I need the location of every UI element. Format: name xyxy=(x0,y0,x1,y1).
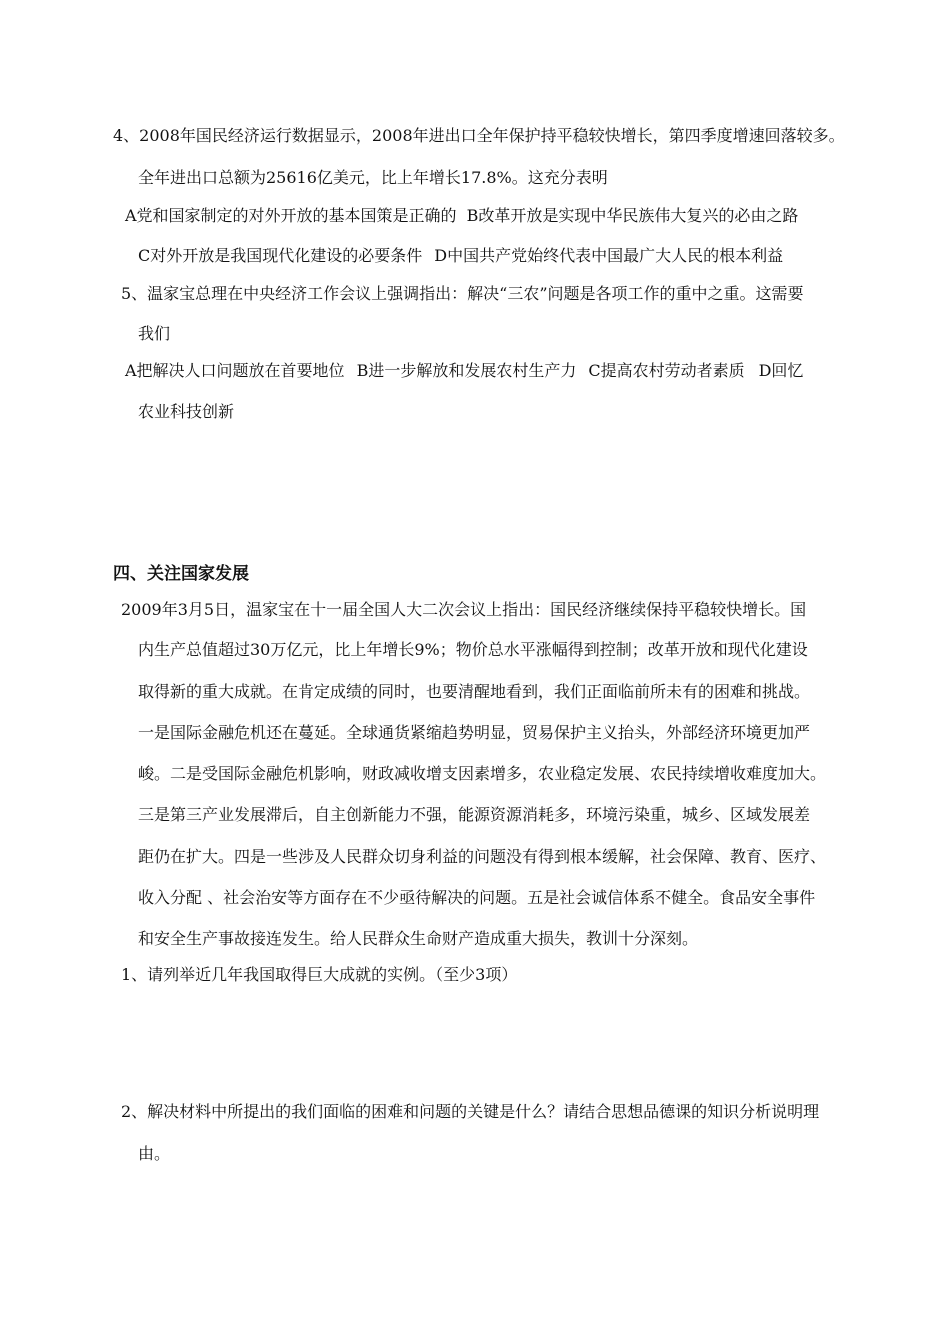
q4-option-b: B改革开放是实现中华民族伟大复兴的必由之路 xyxy=(466,206,799,225)
paragraph-line-9: 和安全生产事故接连发生。给人民群众生命财产造成重大损失，教训十分深刻。 xyxy=(138,929,699,948)
paragraph-line-4: 一是国际金融危机还在蔓延。全球通货紧缩趋势明显，贸易保护主义抬头，外部经济环境更加严 xyxy=(138,723,811,742)
q5-stem-line2: 我们 xyxy=(138,324,171,343)
q5-option-d: D回忆 xyxy=(758,361,804,380)
question-2-line1: 2、解决材料中所提出的我们面临的困难和问题的关键是什么？请结合思想品德课的知识分析说明理 xyxy=(121,1102,820,1121)
q4-option-c: C对外开放是我国现代化建设的必要条件 xyxy=(138,246,423,265)
paragraph-line-2: 内生产总值超过30万亿元，比上年增长9%；物价总水平涨幅得到控制；改革开放和现代化建设 xyxy=(138,640,808,659)
q5-stem-line1: 5、温家宝总理在中央经济工作会议上强调指出：解决“三农”问题是各项工作的重中之重。这需要 xyxy=(121,284,804,303)
paragraph-line-3: 取得新的重大成就。在肯定成绩的同时，也要清醒地看到，我们正面临前所未有的困难和挑战。 xyxy=(138,682,811,701)
q5-options xyxy=(125,360,803,382)
paragraph-line-8: 收入分配 、社会治安等方面存在不少亟待解决的问题。五是社会诚信体系不健全。食品安全事件 xyxy=(138,888,816,907)
q4-options-ab xyxy=(125,205,798,227)
q4-stem-line2: 全年进出口总额为25616亿美元，比上年增长17.8%。这充分表明 xyxy=(138,168,608,187)
q5-option-c: C提高农村劳动者素质 xyxy=(588,361,745,380)
question-2-line2: 由。 xyxy=(138,1144,171,1163)
paragraph-line-7: 距仍在扩大。四是一些涉及人民群众切身利益的问题没有得到根本缓解，社会保障、教育、医疗、 xyxy=(138,847,827,866)
q4-stem-line1: 4、2008年国民经济运行数据显示，2008年进出口全年保护持平稳较快增长，第四季度增速回落较多。 xyxy=(113,126,845,145)
q5-option-b: B进一步解放和发展农村生产力 xyxy=(356,361,577,380)
section-heading: 四、关注国家发展 xyxy=(113,564,249,584)
paragraph-line-5: 峻。二是受国际金融危机影响，财政减收增支因素增多，农业稳定发展、农民持续增收难度加大。 xyxy=(138,764,827,783)
q4-option-a: A党和国家制定的对外开放的基本国策是正确的 xyxy=(125,206,457,225)
question-1: 1、请列举近几年我国取得巨大成就的实例。（至少3项） xyxy=(121,965,518,984)
paragraph-line-1: 2009年3月5日，温家宝在十一届全国人大二次会议上指出：国民经济继续保持平稳较快增长。国 xyxy=(121,600,807,619)
q5-option-d-continuation: 农业科技创新 xyxy=(138,402,235,421)
paragraph-line-6: 三是第三产业发展滞后，自主创新能力不强，能源资源消耗多，环境污染重，城乡、区域发展差 xyxy=(138,805,811,824)
q4-option-d: D中国共产党始终代表中国最广大人民的根本利益 xyxy=(434,246,784,265)
q5-option-a: A把解决人口问题放在首要地位 xyxy=(125,361,345,380)
q4-options-cd xyxy=(138,245,783,267)
